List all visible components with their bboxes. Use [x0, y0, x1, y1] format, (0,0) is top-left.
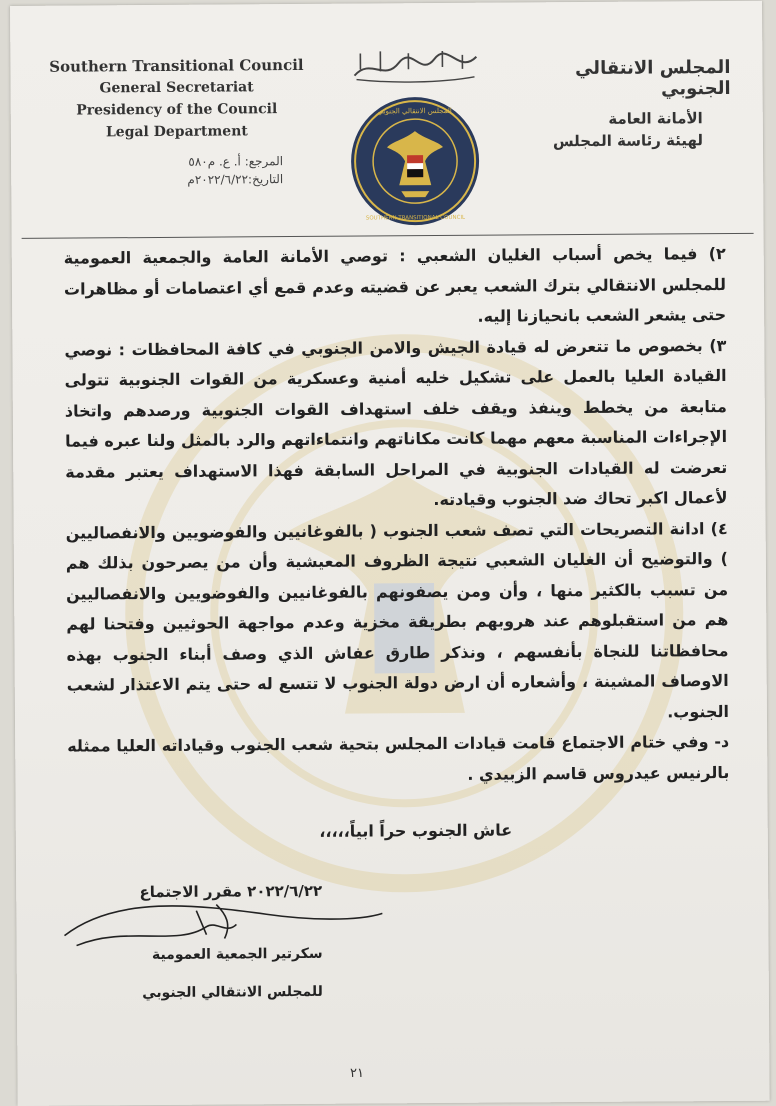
- arabic-header-line: الأمانة العامة: [608, 109, 703, 128]
- reference-number: المرجع: أ. ع. م٥٨٠: [188, 154, 284, 169]
- signatory-title: سكرتير الجمعية العمومية: [151, 945, 323, 964]
- seal-arabic-text: المجلس الانتقالي الجنوبي: [377, 106, 452, 116]
- body-paragraph: ٢) فيما يخص أسباب الغليان الشعبي : توصي الأمانة العامة والجمعية العمومية للمجلس الانتقالي بترك الشعب يعبر عن قضيته وعدم قمع أي اعتصامات أو مظاهرات حتى يشعر الشعب بانحيازنا إليه.: [63, 244, 727, 326]
- body-paragraph: د- وفي ختام الاجتماع قامت قيادات المجلس بتحية شعب الجنوب وقياداته العليا ممثله بالرنيس عيدروس قاسم الزبيدي .: [67, 731, 730, 784]
- arabic-org-name: المجلس الانتقالي الجنوبي: [574, 56, 731, 100]
- bismillah-calligraphy: [350, 47, 480, 86]
- signatory-organization: للمجلس الانتقالي الجنوبي: [142, 983, 323, 1002]
- council-seal-logo: [349, 95, 482, 228]
- signature-date-line: ٢٠٢٢/٦/٢٢ مقرر الاجتماع: [139, 881, 323, 902]
- signature-block: [56, 873, 377, 1015]
- reference-block: [103, 152, 283, 189]
- page-number: ٢١: [350, 1066, 364, 1081]
- arabic-header-line: لهيئة رئاسة المجلس: [552, 131, 704, 151]
- seal-english-text: SOUTHERN TRANSITIONAL COUNCIL: [365, 214, 466, 222]
- english-org-name: Southern Transitional Council: [49, 55, 304, 76]
- english-header-line: General Secretariat: [99, 79, 254, 97]
- document-page: [10, 1, 770, 1106]
- letter-body: [64, 239, 730, 793]
- reference-date: التاريخ:٢٠٢٢/٦/٢٢م: [187, 172, 284, 187]
- header-divider: [22, 233, 754, 239]
- body-paragraph: ٤) ادانة التصريحات التي تصف شعب الجنوب ( بالفوغانيين والفوضويين والانفصاليين ) والتوضيح أن الغليان الشعبي نتيجة الظروف المعيشية وأن من يصرحون بذلك هم من تسبب بالكثير منها ، وأن ومن يصفونهم بالفوغانيين والفوضويين والانفصاليين هم من استقبلوهم عند هروبهم بطريقة مخزية وعدم مواجهة الحوثيين وفتحنا لهم محافظاتنا للنجاة بأنفسهم ، ونذكر طارق عفاش الذي وصف أبناء الجنوب بهذه الاوصاف المشينة ، وأشعاره أن ارض دولة الجنوب لا تتسع له حتى يتم الاعتذار لشعب الجنوب.: [65, 518, 730, 721]
- body-paragraph: ٣) بخصوص ما تتعرض له قيادة الجيش والامن الجنوبي في كافة المحافظات : نوصي القيادة العليا بالعمل على تشكيل خليه أمنية وعسكرية من القوات الجنوبية تتولى متابعة من يخطط وينفذ ويقف خلف استهداف القوات الجنوبية ورصدهم واتخاذ الإجراءات المناسبة معهم مهما كانت مكاناتهم وانتماءاتهم والرد بالمثل ولنا عبره فيما تعرضت له القيادات الجنوبية في المراحل السابقة فهذا الاستهداف يعتبر مقدمة لأعمال اكبر تحاك ضد الجنوب وقيادته.: [64, 335, 728, 510]
- arabic-letterhead: [500, 57, 731, 153]
- english-header-line: Presidency of the Council: [76, 101, 278, 119]
- english-letterhead: [46, 56, 307, 144]
- english-header-line: Legal Department: [105, 123, 248, 141]
- closing-salutation: عاش الجنوب حراً ابياً،،،،،: [319, 820, 513, 841]
